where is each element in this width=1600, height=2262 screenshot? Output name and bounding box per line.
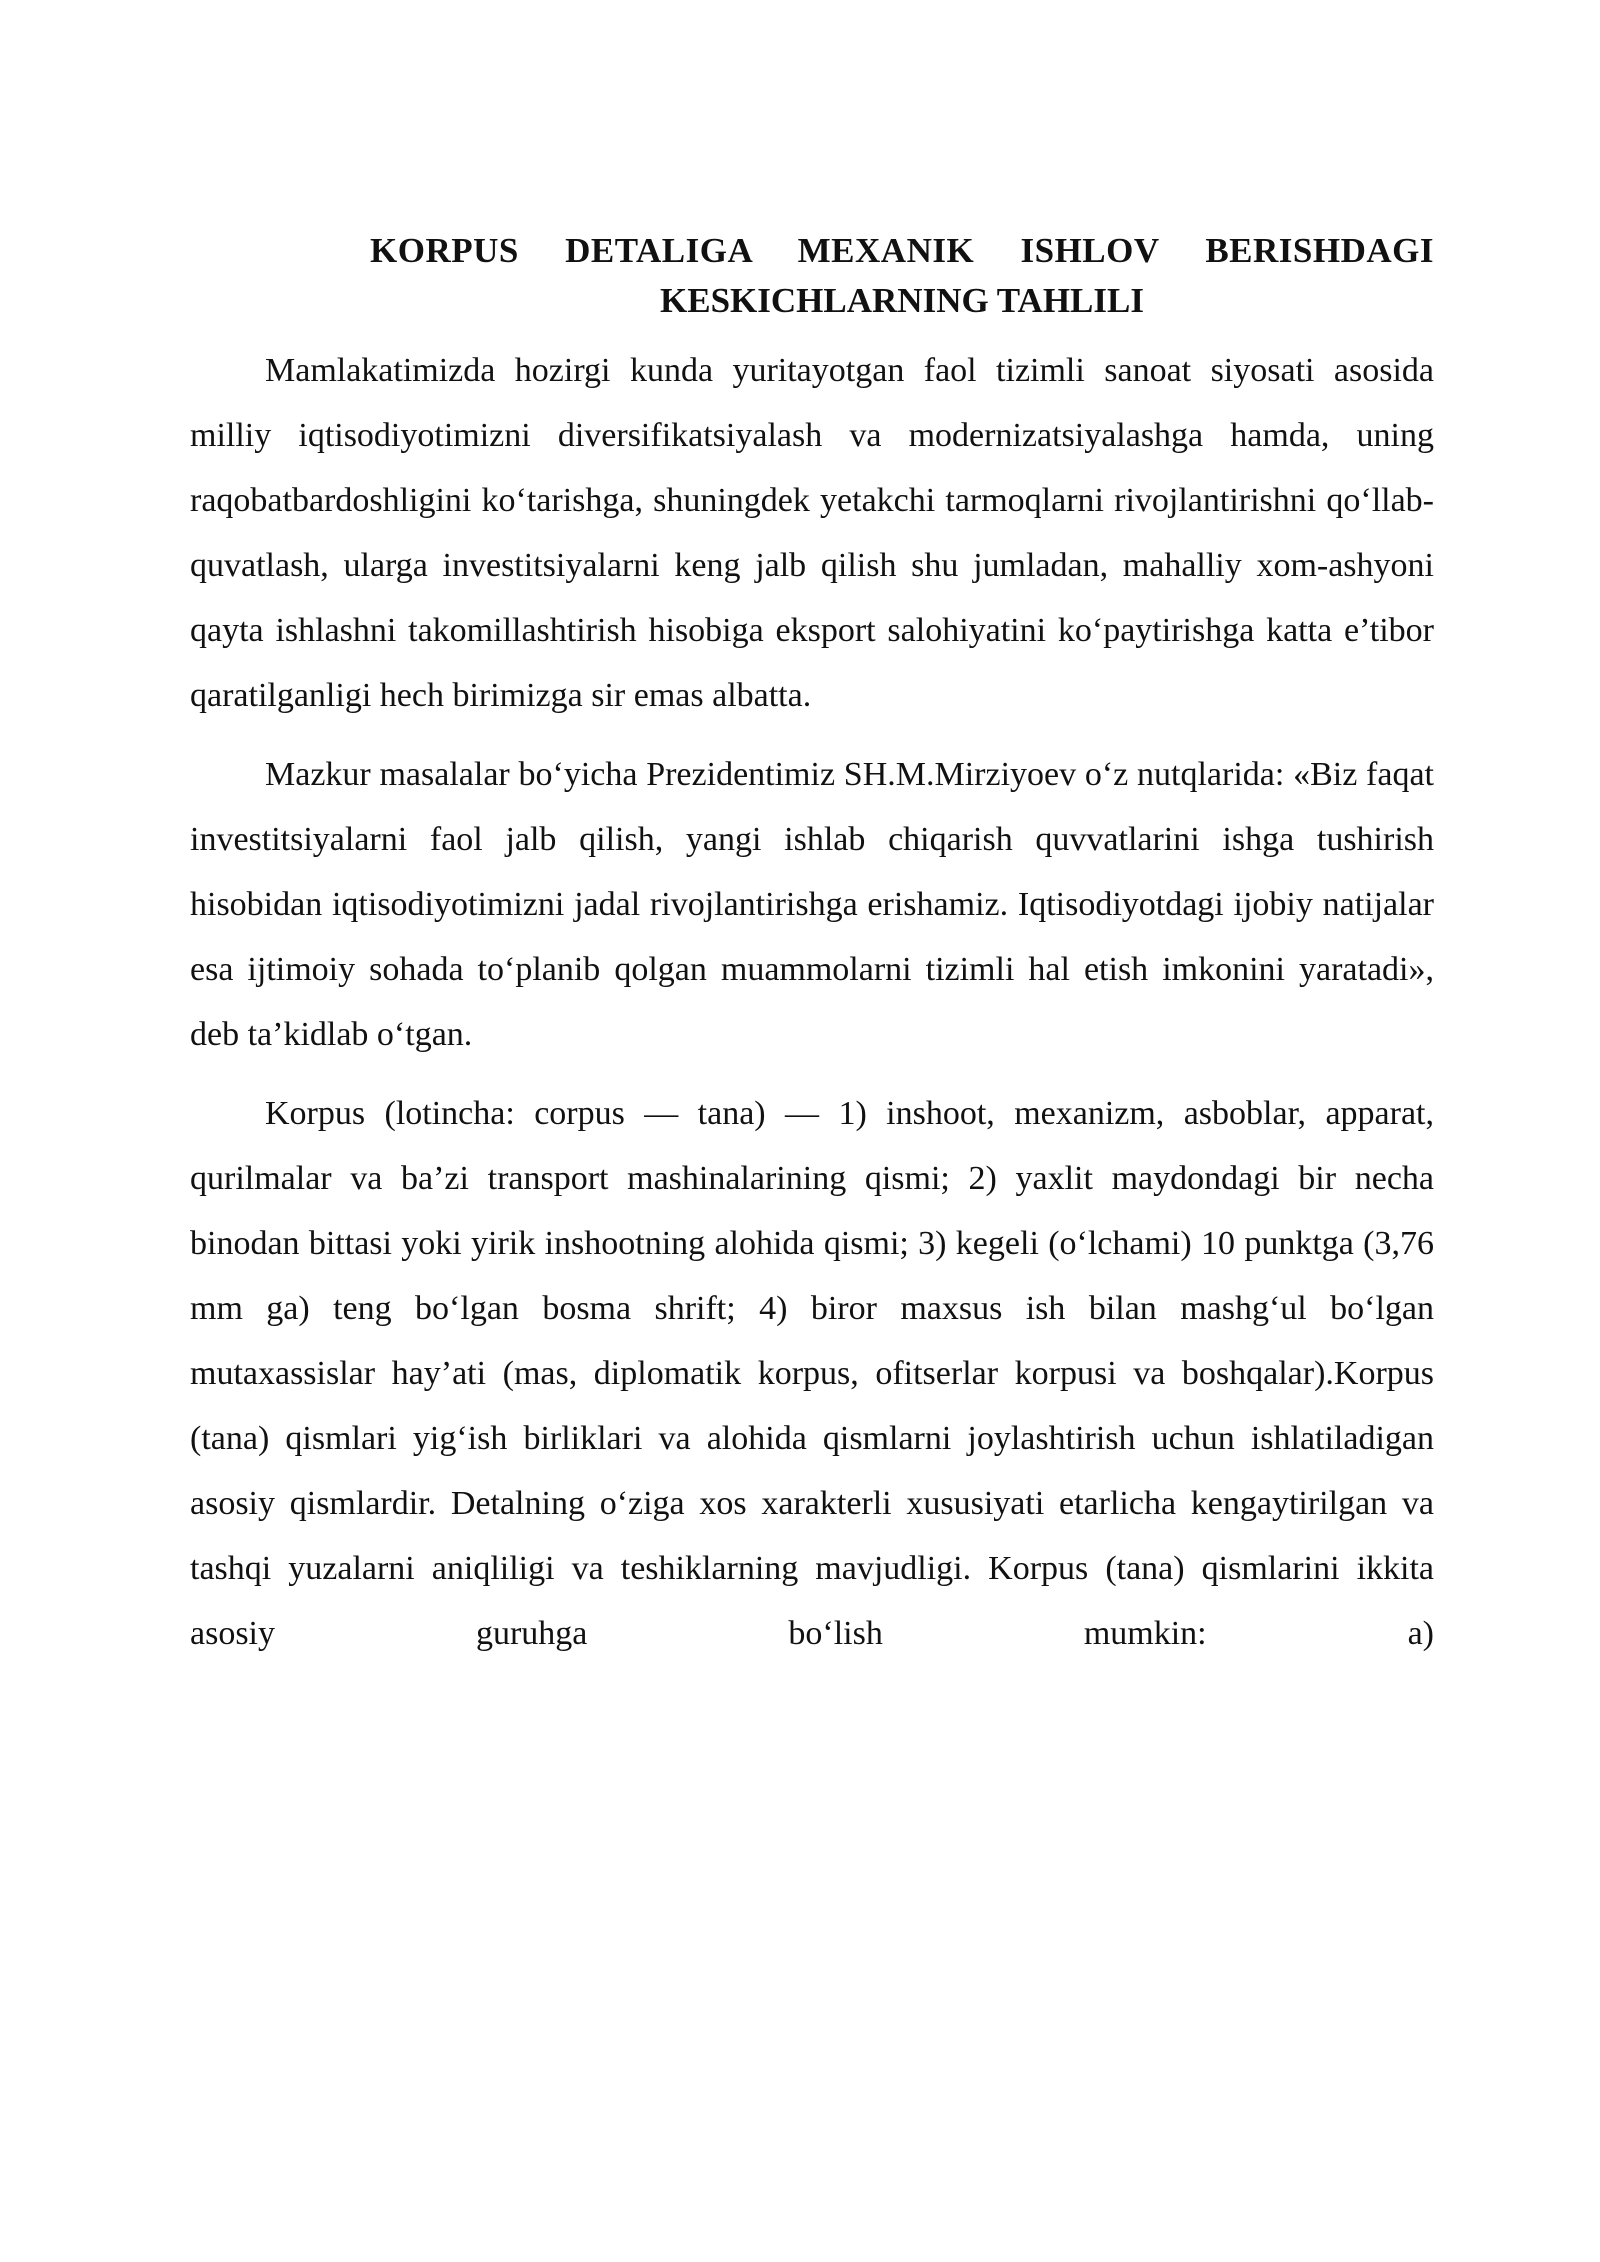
title-line-1: KORPUS DETALIGA MEXANIK ISHLOV BERISHDAGI xyxy=(370,231,1434,270)
document-title xyxy=(190,226,1434,326)
document-page xyxy=(190,226,1434,1666)
paragraph-3: Korpus (lotincha: corpus — tana) — 1) inshoot, mexanizm, asboblar, apparat, qurilmalar va ba’zi transport mashinalarining qismi; 2) yaxlit maydondagi bir necha binodan bittasi yoki yirik inshootning alohida qismi; 3) kegeli (o‘lchami) 10 punktga (3,76 mm ga) teng bo‘lgan bosma shrift; 4) biror maxsus ish bilan mashg‘ul bo‘lgan mutaxassislar hay’ati (mas, diplomatik korpus, ofitserlar korpusi va boshqalar).Korpus (tana) qismlari yig‘ish birliklari va alohida qismlarni joylashtirish uchun ishlatiladigan asosiy qismlardir. Detalning o‘ziga xos xarakterli xususiyati etarlicha kengaytirilgan va tashqi yuzalarni aniqliligi va teshiklarning mavjudligi. Korpus (tana) qismlarini ikkita asosiy guruhga bo‘lish mumkin: a) xyxy=(190,1095,1434,1652)
paragraph-2: Mazkur masalalar bo‘yicha Prezidentimiz SH.M.Mirziyoev o‘z nutqlarida: «Biz faqat investitsiyalarni faol jalb qilish, yangi ishlab chiqarish quvvatlarini ishga tushirish hisobidan iqtisodiyotimizni jadal rivojlantirishga erishamiz. Iqtisodiyotdagi ijobiy natijalar esa ijtimoiy sohada to‘planib qolgan muammolarni tizimli hal etish imkonini yaratadi», deb ta’kidlab o‘tgan. xyxy=(190,756,1434,1053)
title-line-2: KESKICHLARNING TAHLILI xyxy=(660,281,1144,320)
paragraph-1: Mamlakatimizda hozirgi kunda yuritayotgan faol tizimli sanoat siyosati asosida milliy iqtisodiyotimizni diversifikatsiyalash va modernizatsiyalashga hamda, uning raqobatbardoshligini ko‘tarishga, shuningdek yetakchi tarmoqlarni rivojlantirishni qo‘llab-quvatlash, ularga investitsiyalarni keng jalb qilish shu jumladan, mahalliy xom-ashyoni qayta ishlashni takomillashtirish hisobiga eksport salohiyatini ko‘paytirishga katta e’tibor qaratilganligi hech birimizga sir emas albatta. xyxy=(190,352,1434,714)
